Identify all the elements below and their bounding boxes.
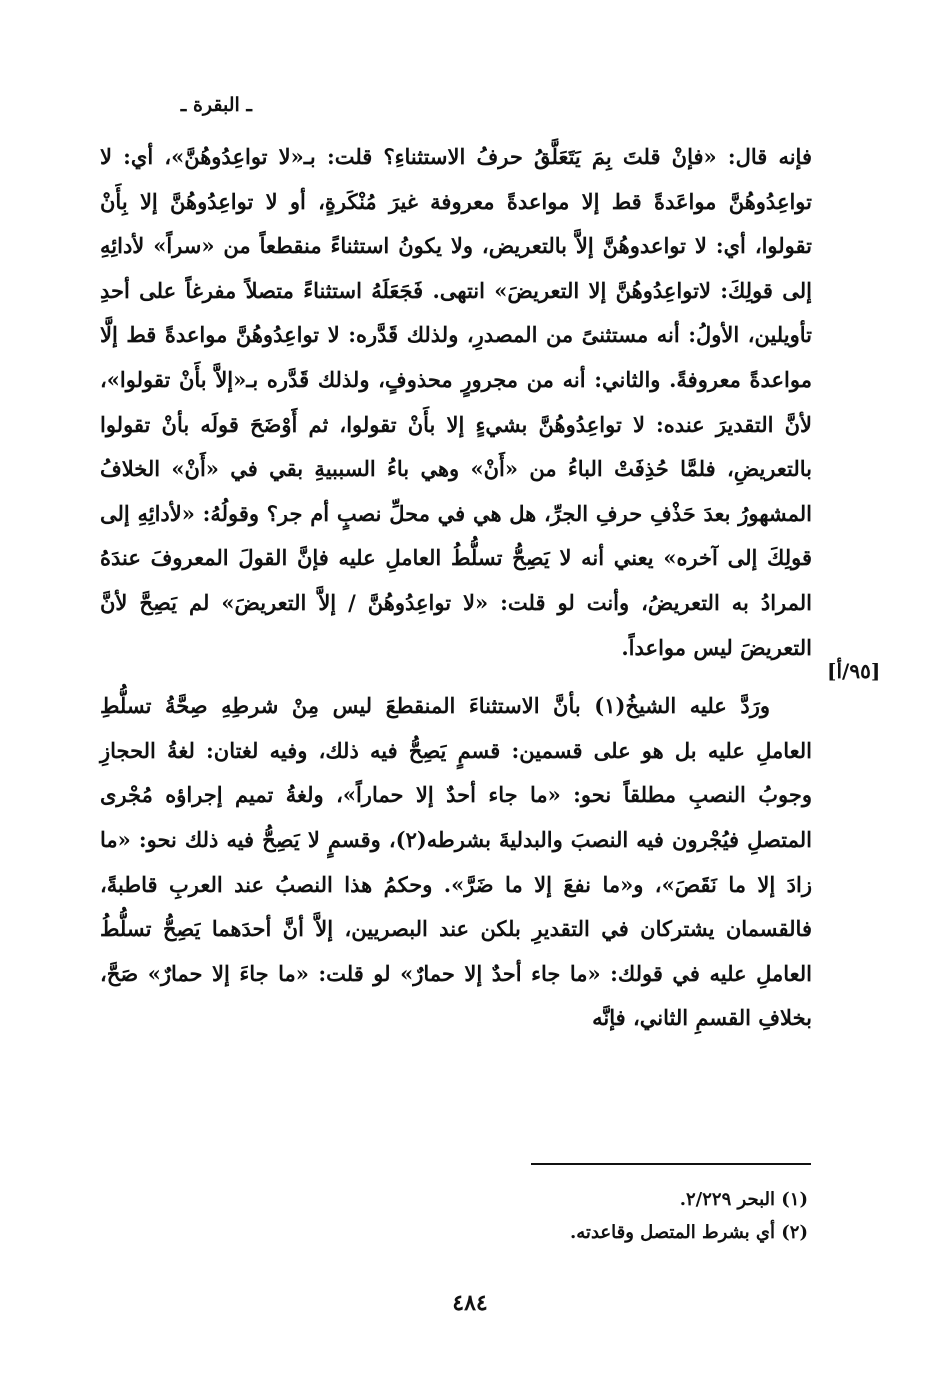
footnote-divider [531, 1163, 811, 1165]
footnote-2: (٢) أي بشرط المتصل وقاعدته. [570, 1222, 808, 1243]
footnotes [400, 1183, 808, 1249]
paragraph-2: ورَدَّ عليه الشيخُ(١) بأنَّ الاستثناءَ المنقطعَ ليس مِنْ شرطِهِ صِحَّةُ تسلُّطِ العاملِ عليه بل هو على قسمين: قسمٍ يَصِحُّ فيه ذلك، وفيه لغتان: لغةُ الحجازِ وجوبُ النصبِ مطلقاً نحو: «ما جاء أحدٌ إلا حماراً»، ولغةُ تميم إجراؤه مُجْرى المتصلِ فيُجْرون فيه النصبَ والبدليةَ بشرطه(٢)، وقسمٍ لا يَصِحُّ فيه ذلك نحو: «ما زادَ إلا ما نَقَصَ»، و«ما نفعَ إلا ما ضَرَّ». وحكمُ هذا النصبُ عند العربِ قاطبةً، فالقسمان يشتركان في التقديرِ بلكن عند البصريين، إلاَّ أنَّ أحدَهما يَصِحُّ تسلُّطُ العاملِ عليه في قولك: «ما جاء أحدٌ إلا حمارٌ» لو قلت: «ما جاءَ إلا حمارٌ» صَحَّ، بخلافِ القسمِ الثاني، فإنَّه [100, 693, 812, 1031]
paragraph-1: فإنه قال: «فإنْ قلتَ بِمَ يَتَعَلَّقُ حرفُ الاستثناءِ؟ قلت: بـ«لا تواعِدُوهُنَّ»، أي: لا تواعِدُوهُنَّ مواعَدةً قط إلا مواعدةً معروفة غيرَ مُنْكَرةٍ، أو لا تواعِدُوهُنَّ إلا بِأَنْ تقولوا، أي: لا تواعدوهُنَّ إلاَّ بالتعريض، ولا يكونُ استثناءً منقطعاً من «سراً» لأدائِهِ إلى قولِكَ: لاتواعِدُوهُنَّ إلا التعريضَ» انتهى. فَجَعَلَهُ استثناءً متصلاً مفرغاً على أحدِ تأويلين، الأولُ: أنه مستثنىً من المصدرِ، ولذلك قَدَّره: لا تواعِدُوهُنَّ مواعدةً قط إلَّا مواعدةً معروفةً. والثاني: أنه من مجرورٍ محذوفٍ، ولذلك قَدَّره بـ«إلاَّ بأَنْ تقولوا»، لأنَّ التقديرَ عنده: لا تواعِدُوهُنَّ بشيءٍ إلا بأَنْ تقولوا، ثم أَوْضَحَ قولَه بأنْ تقولوا بالتعريضِ، فلمَّا حُذِفَتْ الباءُ من «أَنْ» وهي باءُ السببيةِ بقي في «أَنْ» الخلافُ المشهورُ بعدَ حَذْفِ حرفِ الجرِّ، هل هي في محلِّ نصبٍ أم جر؟ وقولُهُ: «لأدائِهِ إلى قولِكَ إلى آخره» يعني أنه لا يَصِحُّ تسلُّطُ العاملِ عليه فإنَّ القولَ المعروفَ عندَهُ المرادُ به التعريضُ، وأنت لو قلت: «لا تواعِدُوهُنَّ / إلاَّ التعريضَ» لم يَصِحَّ لأنَّ التعريضَ ليس مواعداً. [100, 144, 812, 660]
footnote-1: (١) البحر ٢/٢٢٩. [679, 1189, 808, 1210]
folio-marker: [٩٥/أ] [827, 659, 881, 683]
page-number: ٤٨٤ [452, 1290, 488, 1316]
main-text [100, 135, 812, 1041]
running-head: ـ البقرة ـ [180, 94, 252, 116]
